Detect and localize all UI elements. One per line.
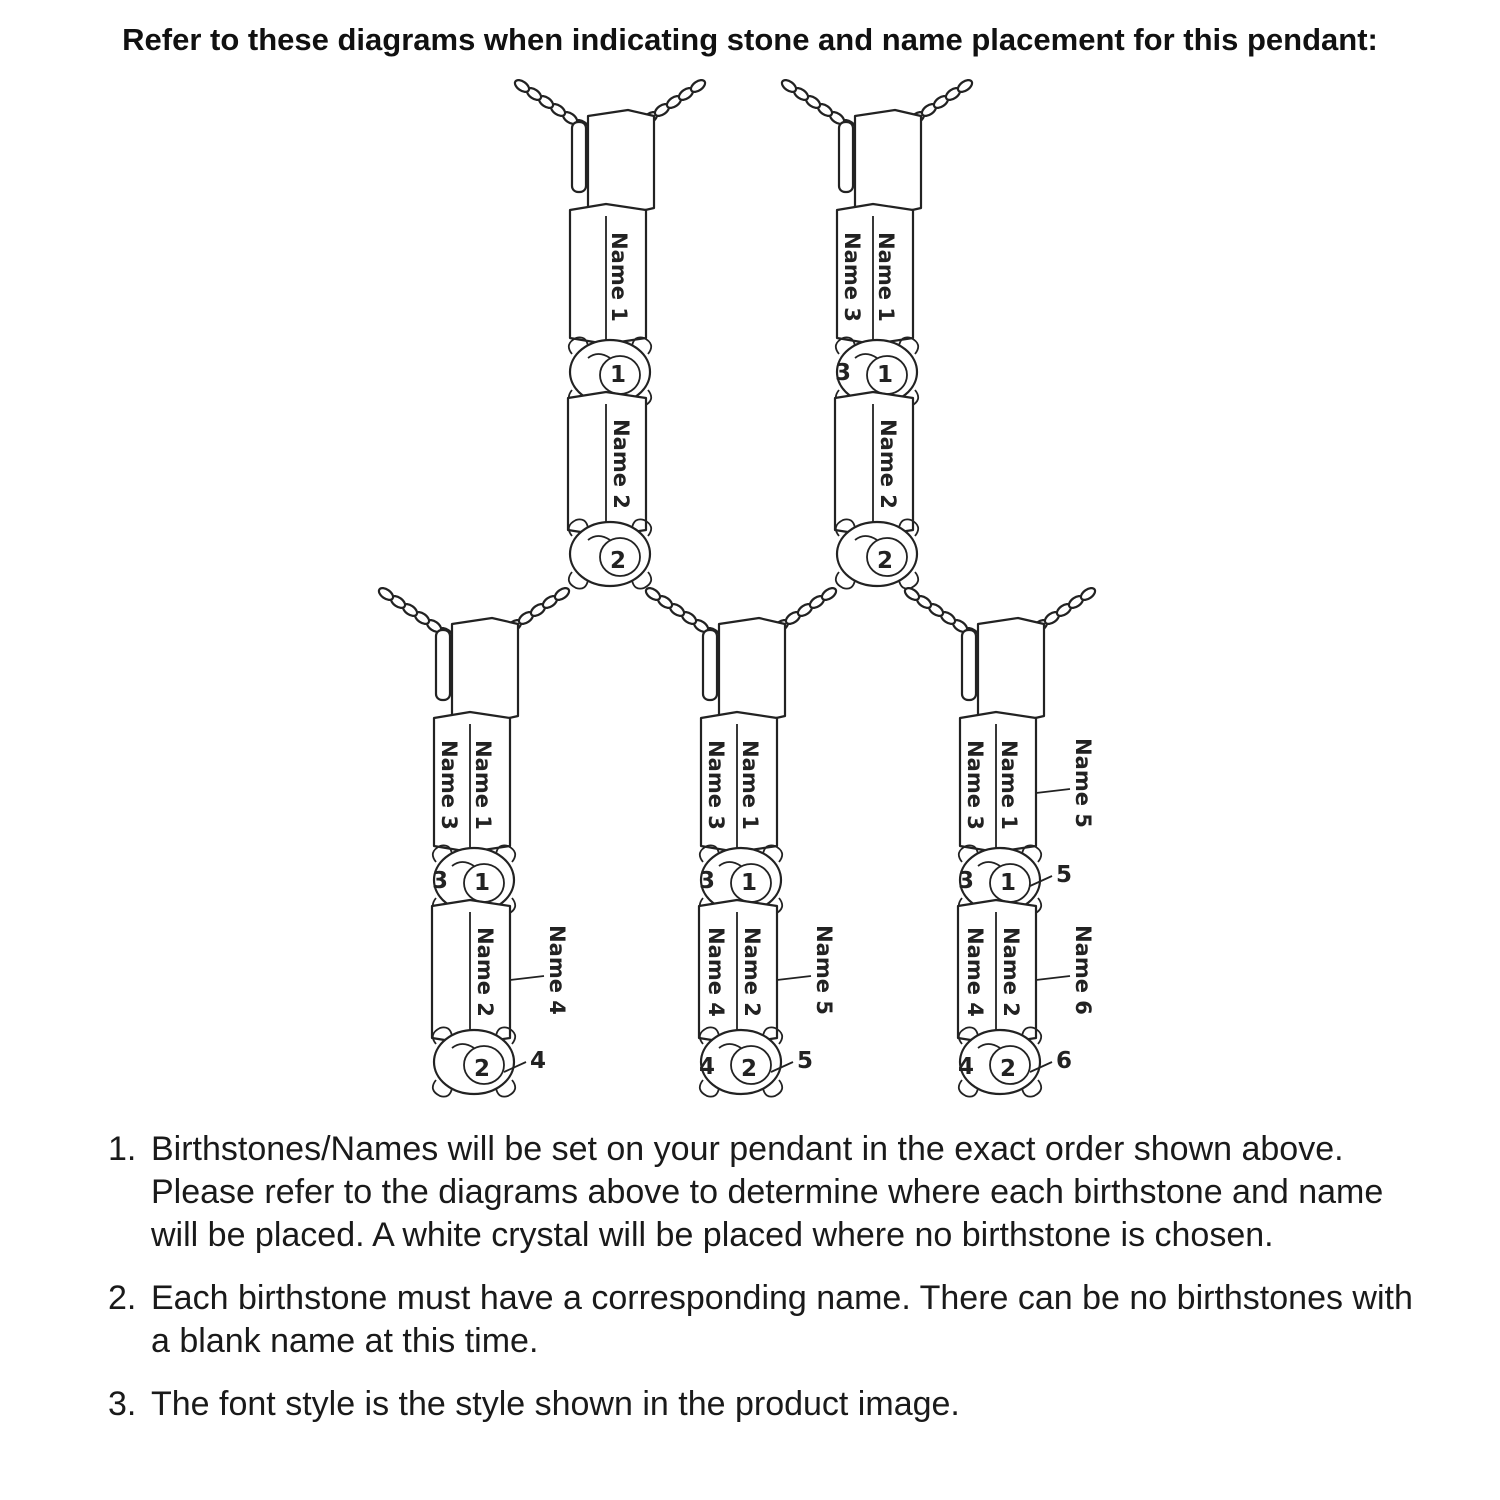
chain-link xyxy=(820,586,838,603)
front-stone-number: 2 xyxy=(740,1056,758,1082)
front-name-label: Name 2 xyxy=(999,927,1023,1017)
instruction-number: 3. xyxy=(108,1385,137,1423)
chain-link xyxy=(780,78,798,95)
pendant-bail xyxy=(452,618,518,722)
pendant-diagram-5 xyxy=(903,586,1097,1097)
instruction-text: The font style is the style shown in the product image. xyxy=(151,1385,960,1423)
back-name-label: Name 3 xyxy=(840,232,864,322)
bail-loop xyxy=(572,122,586,192)
instruction-item xyxy=(108,1383,1428,1426)
callout-name-label: Name 5 xyxy=(1071,738,1095,828)
chain-link xyxy=(1079,586,1097,603)
back-name-label: Name 4 xyxy=(704,927,728,1017)
front-name-label: Name 1 xyxy=(874,232,898,322)
back-stone-number: 3 xyxy=(834,360,852,386)
callout-name-label: Name 6 xyxy=(1071,925,1095,1015)
front-name-label: Name 1 xyxy=(471,740,495,830)
front-name-label: Name 1 xyxy=(997,740,1021,830)
bail-loop xyxy=(703,630,717,700)
back-stone-number: 4 xyxy=(698,1054,716,1080)
front-name-label: Name 2 xyxy=(740,927,764,1017)
pendant-bail xyxy=(588,110,654,214)
callout-stone-number: 6 xyxy=(1055,1048,1073,1074)
chain-link xyxy=(377,586,395,603)
instruction-text: Each birthstone must have a corresponding name. There can be no birthstones with a blank name at this time. xyxy=(151,1279,1413,1360)
callout-leader xyxy=(510,976,544,980)
front-name-label: Name 1 xyxy=(607,232,631,322)
back-stone-number: 4 xyxy=(957,1054,975,1080)
callout-name-label: Name 5 xyxy=(812,925,836,1015)
instruction-item xyxy=(108,1128,1428,1257)
name-bar-lower xyxy=(432,900,510,1044)
chain-link xyxy=(553,586,571,603)
callout-stone-number: 4 xyxy=(529,1048,547,1074)
front-stone-number: 1 xyxy=(609,362,627,388)
callout-leader xyxy=(777,976,811,980)
instructions-list xyxy=(108,1128,1428,1446)
pendant-diagram-4 xyxy=(644,586,838,1097)
front-stone-number: 2 xyxy=(876,548,894,574)
chain-link xyxy=(956,78,974,95)
back-name-label: Name 4 xyxy=(963,927,987,1017)
callout-stone-number: 5 xyxy=(796,1048,814,1074)
bail-loop xyxy=(436,630,450,700)
front-name-label: Name 2 xyxy=(473,927,497,1017)
front-stone-number: 2 xyxy=(999,1056,1017,1082)
instruction-text: Birthstones/Names will be set on your pendant in the exact order shown above. Please refer to the diagrams above to determine where each birthstone and name will be placed. A white crystal will be placed where no birthstone is chosen. xyxy=(151,1130,1384,1254)
instruction-item xyxy=(108,1277,1428,1363)
bail-loop xyxy=(962,630,976,700)
chain-link xyxy=(689,78,707,95)
chain-link xyxy=(903,586,921,603)
callout-leader xyxy=(1036,789,1070,793)
pendant-bail xyxy=(978,618,1044,722)
back-name-label: Name 3 xyxy=(963,740,987,830)
front-stone-number: 1 xyxy=(473,870,491,896)
front-stone-number: 1 xyxy=(740,870,758,896)
callout-leader xyxy=(1036,976,1070,980)
front-name-label: Name 1 xyxy=(738,740,762,830)
page-heading: Refer to these diagrams when indicating stone and name placement for this pendant: xyxy=(122,22,1378,57)
instruction-number: 1. xyxy=(108,1130,137,1168)
bail-loop xyxy=(839,122,853,192)
pendant-bail xyxy=(719,618,785,722)
chain-link xyxy=(644,586,662,603)
front-stone-number: 2 xyxy=(609,548,627,574)
instruction-number: 2. xyxy=(108,1279,137,1317)
callout-name-label: Name 4 xyxy=(545,925,569,1015)
front-stone-number: 1 xyxy=(999,870,1017,896)
name-bar-lower xyxy=(568,392,646,536)
back-stone-number: 3 xyxy=(698,868,716,894)
chain-link xyxy=(513,78,531,95)
pendant-diagram-2 xyxy=(780,78,974,589)
pendant-diagram-1 xyxy=(513,78,707,589)
name-bar-lower xyxy=(835,392,913,536)
pendant-diagram-3 xyxy=(377,586,571,1097)
front-name-label: Name 2 xyxy=(876,419,900,509)
front-name-label: Name 2 xyxy=(609,419,633,509)
back-name-label: Name 3 xyxy=(704,740,728,830)
front-stone-number: 1 xyxy=(876,362,894,388)
back-stone-number: 3 xyxy=(431,868,449,894)
callout-stone-number: 5 xyxy=(1055,862,1073,888)
pendant-bail xyxy=(855,110,921,214)
front-stone-number: 2 xyxy=(473,1056,491,1082)
back-name-label: Name 3 xyxy=(437,740,461,830)
back-stone-number: 3 xyxy=(957,868,975,894)
